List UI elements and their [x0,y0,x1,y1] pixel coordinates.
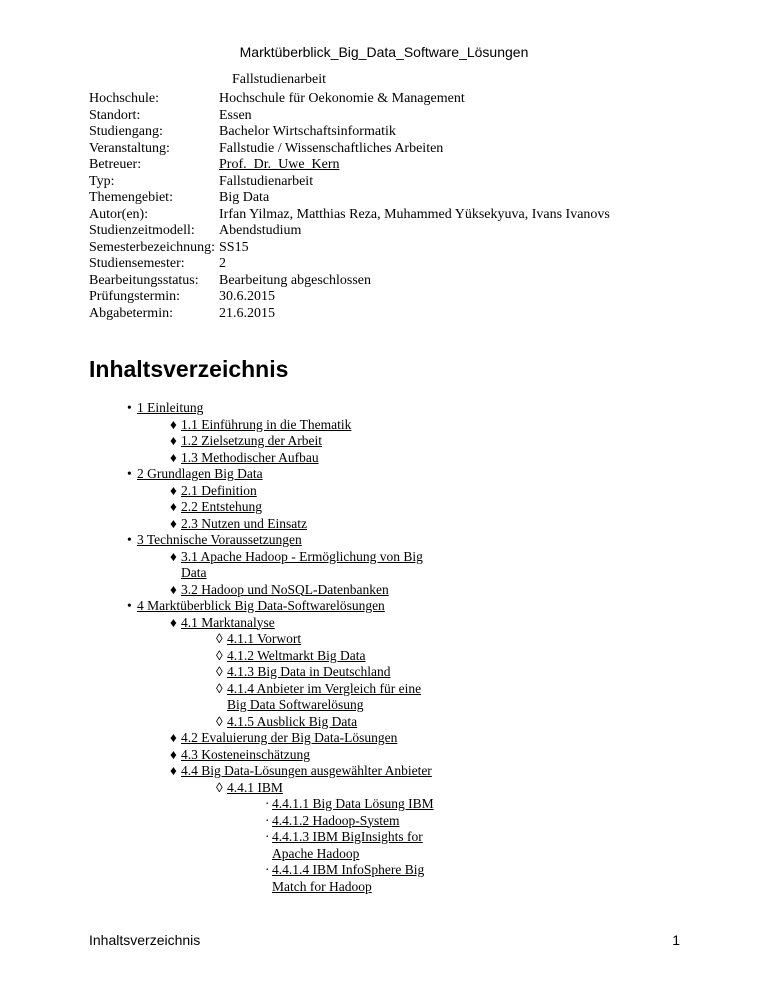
footer-section-label: Inhaltsverzeichnis [89,932,201,948]
toc-link[interactable]: 4.1.2 Weltmarkt Big Data [227,647,366,663]
toc-link[interactable]: 4.4.1.4 IBM InfoSphere Big [272,862,425,877]
meta-value: Bearbeitung abgeschlossen [219,272,372,288]
toc-entry [0,450,768,467]
meta-row [89,289,610,306]
toc-link[interactable]: 1 Einleitung [137,400,204,415]
meta-row [89,256,610,273]
bullet-icon: • [127,532,132,547]
diamond-bullet-icon: ♦ [170,746,177,762]
toc-link[interactable]: 4.4 Big Data-Lösungen ausgewählter Anbieter [181,763,432,778]
lozenge-bullet-icon: ◊ [216,680,223,696]
meta-row [89,273,610,290]
meta-row [89,240,610,257]
metadata-table [89,91,610,322]
diamond-bullet-icon: ♦ [170,499,177,514]
diamond-bullet-icon: ♦ [170,515,177,531]
toc-entry [0,681,768,714]
diamond-bullet-icon: ♦ [170,433,177,448]
toc-link[interactable]: 4.4.1.2 Hadoop-System [272,812,400,828]
toc-link[interactable]: 3.1 Apache Hadoop - Ermöglichung von Big [181,548,423,564]
meta-row [89,223,610,240]
meta-key: Prüfungstermin: [89,289,180,304]
lozenge-bullet-icon: ◊ [216,647,223,663]
toc-entry [0,466,768,483]
meta-value: Essen [219,107,252,123]
document-subtitle: Fallstudienarbeit [231,72,327,87]
lozenge-bullet-icon: ◊ [216,631,223,646]
meta-value: 21.6.2015 [219,305,275,321]
toc-link[interactable]: 4.2 Evaluierung der Big Data-Lösungen [181,730,398,745]
dot-bullet-icon: · [265,829,270,844]
toc-link[interactable]: 4.4.1.1 Big Data Lösung IBM [272,796,434,811]
toc-entry [0,582,768,599]
toc-link[interactable]: 3 Technische Voraussetzungen [137,532,302,547]
meta-value: Hochschule für Oekonomie & Management [219,91,465,106]
diamond-bullet-icon: ♦ [170,482,177,498]
meta-key: Typ: [89,173,115,189]
toc-entry [0,763,768,780]
toc-entry [0,615,768,632]
meta-key: Hochschule: [89,91,159,106]
diamond-bullet-icon: ♦ [170,763,177,778]
diamond-bullet-icon: ♦ [170,449,177,465]
meta-value: 30.6.2015 [219,289,275,304]
toc-link[interactable]: 1.1 Einführung in die Thematik [181,416,352,432]
toc-entry [0,714,768,731]
meta-value: Big Data [219,190,270,205]
toc-link-continuation[interactable]: Big Data Softwarelösung [227,697,364,712]
dot-bullet-icon: · [265,796,270,811]
page-number: 1 [672,932,680,948]
toc-entry [0,648,768,665]
diamond-bullet-icon: ♦ [170,614,177,630]
toc-link[interactable]: 4.1.1 Vorwort [227,631,302,646]
diamond-bullet-icon: ♦ [170,416,177,432]
toc-link[interactable]: 2.2 Entstehung [181,499,262,514]
meta-value: Abendstudium [219,223,302,238]
toc-link[interactable]: 4.1.4 Anbieter im Vergleich für eine [227,680,422,696]
meta-key: Autor(en): [89,206,149,222]
toc-entry [0,862,768,895]
toc-entry [0,829,768,862]
toc-entry [0,516,768,533]
meta-value: Fallstudienarbeit [219,173,314,189]
toc-link[interactable]: 4.1.5 Ausblick Big Data [227,713,358,729]
toc-link-continuation[interactable]: Data [181,565,207,580]
meta-key: Themengebiet: [89,190,173,205]
diamond-bullet-icon: ♦ [170,581,177,597]
meta-key: Betreuer: [89,157,142,172]
meta-value: SS15 [219,239,249,255]
meta-row [89,174,610,191]
meta-row [89,124,610,141]
meta-value: Irfan Yilmaz, Matthias Reza, Muhammed Yüksekyuva, Ivans Ivanovs [219,206,610,222]
toc-link[interactable]: 2 Grundlagen Big Data [137,466,263,481]
toc-link[interactable]: 4.1.3 Big Data in Deutschland [227,664,391,679]
toc-entry [0,483,768,500]
toc-link[interactable]: 3.2 Hadoop und NoSQL-Datenbanken [181,581,389,597]
bullet-icon: • [127,598,132,613]
meta-key: Bearbeitungsstatus: [89,272,199,288]
meta-row [89,190,610,207]
toc-link[interactable]: 2.1 Definition [181,482,257,498]
toc-link[interactable]: 2.3 Nutzen und Einsatz [181,515,307,531]
meta-key: Studienzeitmodell: [89,223,195,238]
toc-entry [0,780,768,797]
meta-key: Abgabetermin: [89,305,173,321]
running-header: Marktüberblick_Big_Data_Software_Lösungen [239,44,529,60]
toc-link[interactable]: 4.3 Kosteneinschätzung [181,746,310,762]
meta-key: Standort: [89,107,141,123]
toc-entry [0,730,768,747]
toc-entry [0,499,768,516]
dot-bullet-icon: · [265,812,270,828]
toc-entry [0,400,768,417]
toc-entry [0,598,768,615]
meta-key: Semesterbezeichnung: [89,239,215,255]
lozenge-bullet-icon: ◊ [216,664,223,679]
toc-link[interactable]: 4.1 Marktanalyse [181,614,275,630]
table-of-contents [0,400,768,895]
toc-entry [0,433,768,450]
lozenge-bullet-icon: ◊ [216,779,223,795]
toc-link[interactable]: 4 Marktüberblick Big Data-Softwarelösungen [137,598,385,613]
lozenge-bullet-icon: ◊ [216,713,223,729]
toc-entry [0,813,768,830]
toc-link-continuation[interactable]: Apache Hadoop [272,845,360,861]
meta-row [89,157,610,174]
toc-link[interactable]: 4.4.1 IBM [227,779,283,795]
toc-entry [0,549,768,582]
toc-link[interactable]: 1.3 Methodischer Aufbau [181,449,319,465]
toc-entry [0,747,768,764]
meta-row [89,108,610,125]
meta-row [89,91,610,108]
bullet-icon: • [127,466,132,481]
diamond-bullet-icon: ♦ [170,548,177,564]
toc-link[interactable]: 1.2 Zielsetzung der Arbeit [181,433,322,448]
toc-entry [0,796,768,813]
toc-entry [0,664,768,681]
bullet-icon: • [127,400,132,415]
toc-title: Inhaltsverzeichnis [89,356,289,382]
meta-value: Fallstudie / Wissenschaftliches Arbeiten [219,140,444,156]
meta-row [89,306,610,323]
meta-row [89,141,610,158]
toc-entry [0,631,768,648]
supervisor-link[interactable]: Prof._Dr._Uwe_Kern [219,157,340,172]
diamond-bullet-icon: ♦ [170,730,177,745]
meta-key: Veranstaltung: [89,140,170,156]
meta-value: Bachelor Wirtschaftsinformatik [219,124,396,139]
meta-row [89,207,610,224]
toc-link[interactable]: 4.4.1.3 IBM BigInsights for [272,829,423,844]
meta-value: 2 [219,256,226,271]
meta-key: Studiensemester: [89,256,185,271]
meta-key: Studiengang: [89,124,163,139]
toc-entry [0,417,768,434]
dot-bullet-icon: · [265,862,270,877]
toc-link-continuation[interactable]: Match for Hadoop [272,878,372,894]
toc-entry [0,532,768,549]
